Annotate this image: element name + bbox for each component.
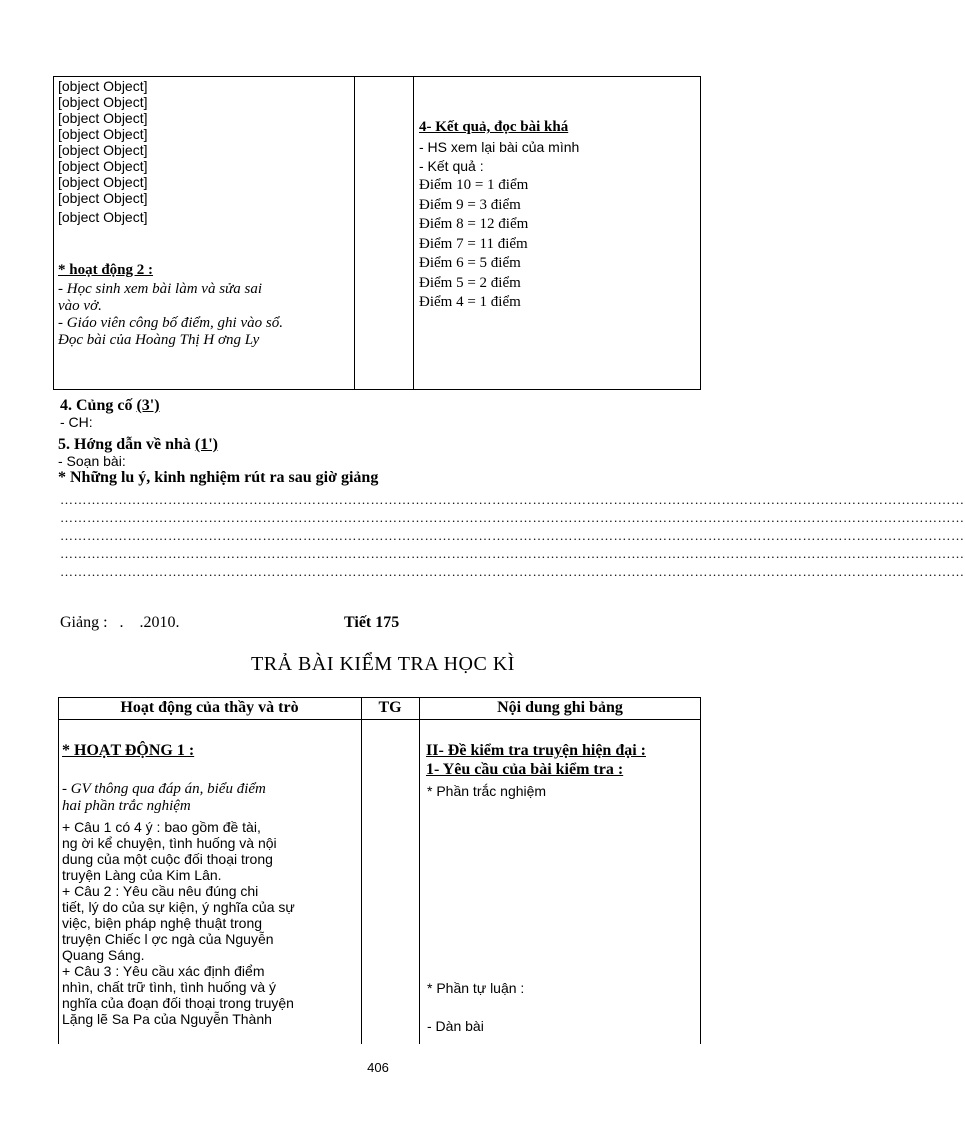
text-line: hai phần trắc nghiệm: [62, 798, 191, 814]
tiet-number: Tiết 175: [344, 614, 400, 631]
text-line: truyện Làng của Kim Lân.: [62, 867, 222, 883]
text-line: việc, biện pháp nghệ thuật trong: [62, 915, 263, 931]
score-line: Điểm 9 = 3 điểm: [419, 196, 521, 213]
text-line: - Giáo viên công bố điểm, ghi vào sổ.: [58, 315, 283, 331]
text-line: Lặng lẽ Sa Pa của Nguyễn Thành: [62, 1011, 272, 1027]
nhung-luu-y-heading: * Những lu ý, kinh nghiệm rút ra sau giờ giảng: [58, 469, 379, 486]
de-kiem-tra-heading: II- Đề kiểm tra truyện hiện đại :: [426, 742, 646, 759]
text-line: vào vở.: [58, 298, 102, 314]
cung-co-heading: [60, 397, 160, 414]
text-line: - Kết quả :: [419, 158, 484, 174]
cung-co-label: 4. Củng cố: [60, 397, 137, 414]
text-line: [object Object]: [58, 94, 148, 110]
text-line: nghĩa của đoạn đối thoại trong truyện: [62, 995, 294, 1011]
bottom-table-divider-2: [419, 697, 420, 1044]
text-line: [object Object]: [58, 126, 148, 142]
cung-co-ch: - CH:: [60, 414, 93, 430]
text-line: [object Object]: [58, 174, 148, 190]
dan-bai: - Dàn bài: [427, 1018, 484, 1034]
text-line: Đọc bài của Hoàng Thị H ơng Ly: [58, 332, 260, 348]
dotted-line: …………………………………………………………………………………………………………………………………………………………………………………: [60, 492, 965, 507]
note-lines: [60, 492, 965, 582]
text-line: - GV thông qua đáp án, biểu điểm: [62, 781, 266, 797]
header-tg: TG: [378, 699, 402, 716]
text-line: [object Object]: [58, 110, 148, 126]
header-hoat-dong: Hoạt động của thầy và trò: [120, 699, 299, 716]
score-line: Điểm 7 = 11 điểm: [419, 235, 528, 252]
top-table-divider-1: [354, 76, 355, 390]
yeu-cau-heading: 1- Yêu cầu của bài kiểm tra :: [426, 761, 624, 778]
text-line: + Câu 1 có 4 ý : bao gồm đề tài,: [62, 819, 261, 835]
top-table-divider-2: [413, 76, 414, 390]
text-line: truyện Chiếc l ợc ngà của Nguyễn: [62, 931, 274, 947]
soan-bai: - Soạn bài:: [58, 453, 126, 469]
giang-date: Giảng : . .2010.: [60, 614, 180, 631]
text-line: - Học sinh xem bài làm và sửa sai: [58, 281, 262, 297]
huong-dan-heading: [58, 436, 218, 453]
text-line: tiết, lý do của sự kiện, ý nghĩa của sự: [62, 899, 295, 915]
text-line: [object Object]: [58, 78, 148, 94]
ket-qua-heading: 4- Kết quả, đọc bài khá: [419, 119, 569, 135]
text-line: [object Object]: [58, 209, 148, 225]
text-line: [object Object]: [58, 158, 148, 174]
text-line: Quang Sáng.: [62, 947, 145, 963]
hoat-dong-1-heading: * HOẠT ĐỘNG 1 :: [62, 742, 195, 759]
top-table-left-text: [58, 78, 352, 225]
text-line: - HS xem lại bài của mình: [419, 139, 580, 155]
text-line: nhìn, chất trữ tình, tình huống và ý: [62, 979, 277, 995]
score-line: Điểm 4 = 1 điểm: [419, 294, 521, 310]
header-noi-dung: Nội dung ghi bảng: [497, 699, 623, 716]
text-line: ng ời kể chuyện, tình huống và nội: [62, 835, 277, 851]
phan-trac-nghiem: * Phần trắc nghiệm: [427, 783, 547, 799]
gv-dap-an-text: [62, 781, 358, 815]
huong-dan-time: (1'): [194, 436, 219, 453]
dotted-line: …………………………………………………………………………………………………………………………………………………………………………………: [60, 510, 965, 525]
huong-dan-label: 5. Hớng dẫn về nhà: [58, 436, 195, 453]
dotted-line: …………………………………………………………………………………………………………………………………………………………………………………: [60, 546, 965, 561]
cau-hoi-text: [62, 819, 358, 1027]
score-line: Điểm 10 = 1 điểm: [419, 177, 529, 193]
dotted-line: …………………………………………………………………………………………………………………………………………………………………………………: [60, 528, 965, 543]
hoat-dong-2-text: [58, 281, 352, 349]
score-line: Điểm 6 = 5 điểm: [419, 255, 521, 271]
bottom-table-header-rule: [58, 719, 701, 720]
text-line: dung của một cuộc đối thoại trong: [62, 851, 273, 867]
page-number: 406: [367, 1060, 389, 1075]
score-line: Điểm 5 = 2 điểm: [419, 274, 521, 291]
cung-co-time: (3'): [136, 397, 160, 414]
dotted-line: …………………………………………………………………………………………………………………………………………………………………………………: [60, 564, 965, 579]
text-line: + Câu 3 : Yêu cầu xác định điểm: [62, 963, 265, 979]
phan-tu-luan: * Phần tự luận :: [427, 980, 525, 996]
text-line: [object Object]: [58, 190, 148, 206]
bottom-table-divider-1: [361, 697, 362, 1044]
hoat-dong-2-heading: * hoạt động 2 :: [58, 262, 154, 278]
ket-qua-list: [419, 138, 697, 313]
score-line: Điểm 8 = 12 điểm: [419, 216, 529, 232]
text-line: [object Object]: [58, 142, 148, 158]
page-title: TRẢ BÀI KIỂM TRA HỌC KÌ: [251, 653, 515, 675]
text-line: + Câu 2 : Yêu cầu nêu đúng chi: [62, 883, 259, 899]
